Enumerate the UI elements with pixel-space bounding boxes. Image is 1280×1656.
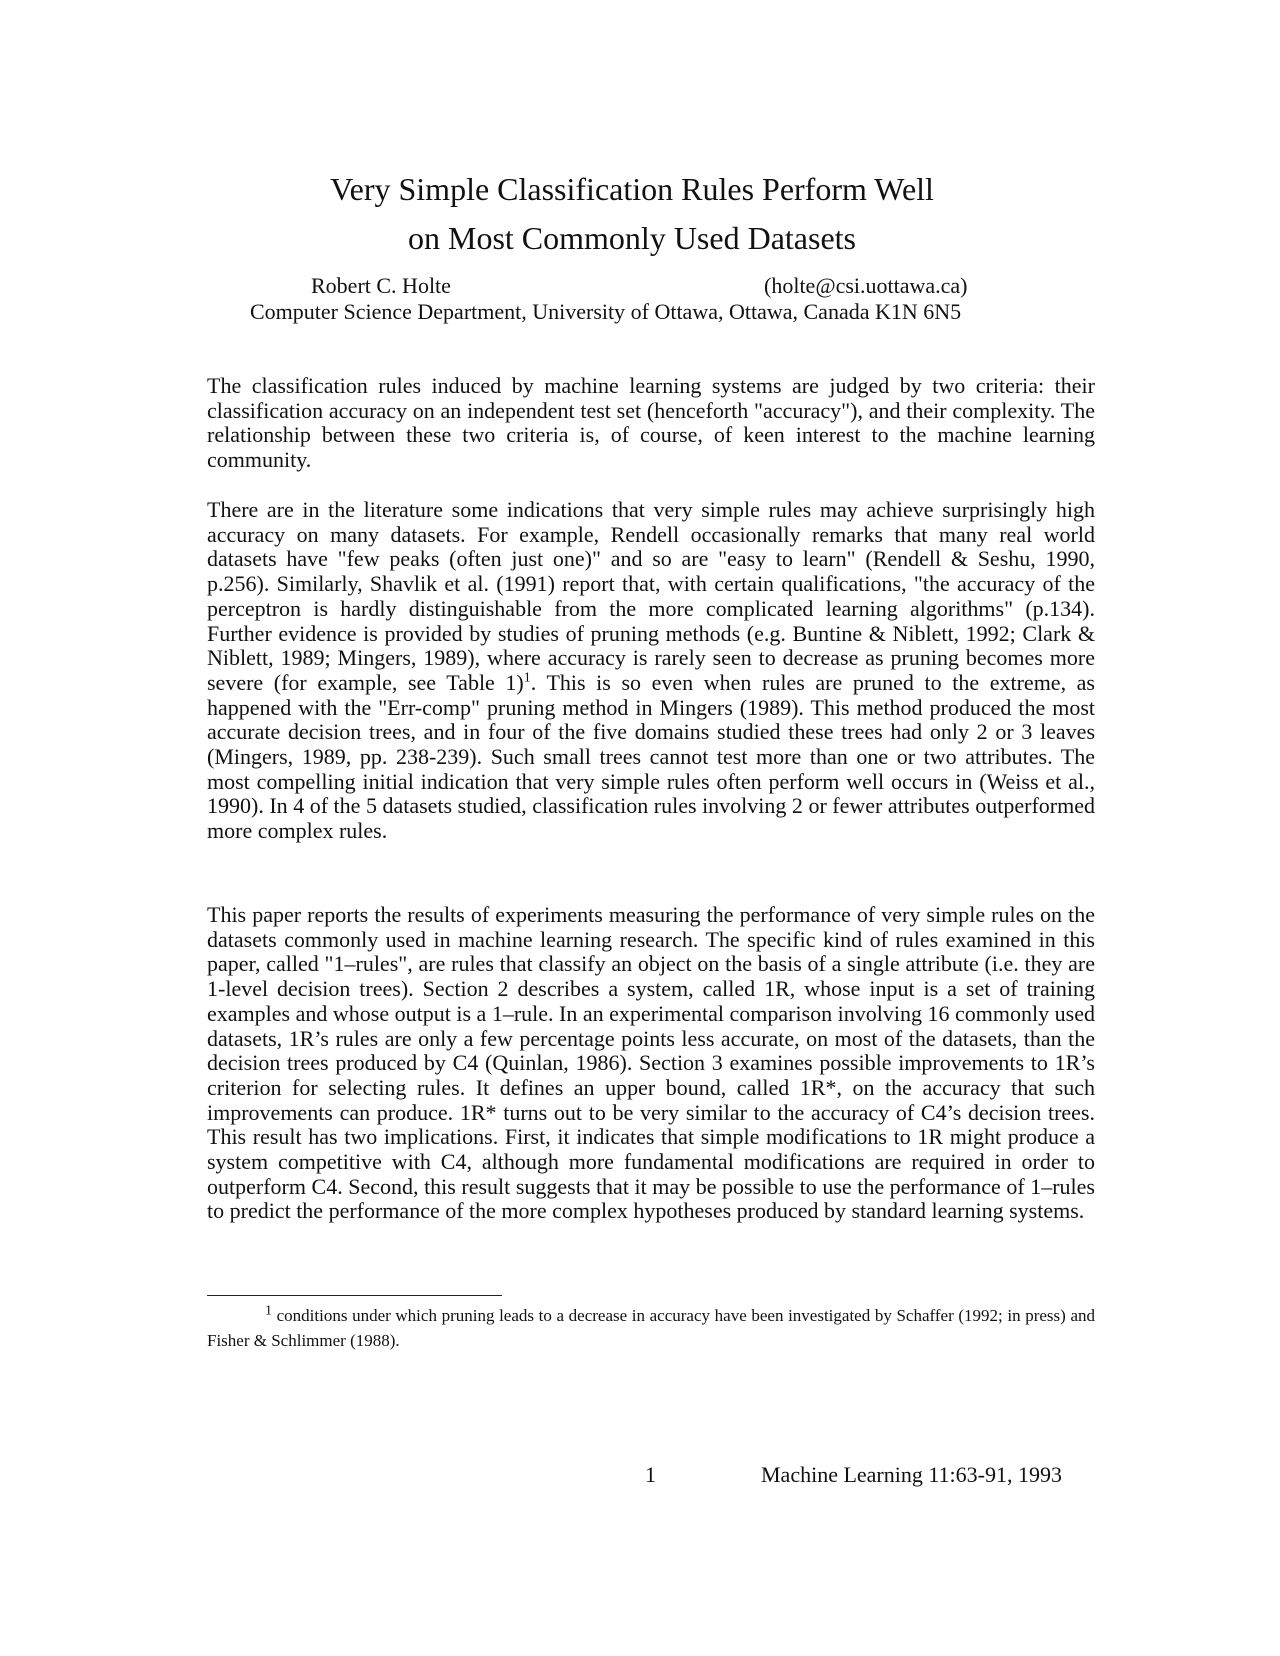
page-number: 1 [645, 1462, 656, 1487]
paragraph-3: This paper reports the results of experiments measuring the performance of very simple rules on the datasets commonly used in machine learning research. The specific kind of rules examined in this paper, called "1–rules", are rules that classify an object on the basis of a single attribute (i.e. they are 1-level decision trees). Section 2 describes a system, called 1R, whose input is a set of training examples and whose output is a 1–rule. In an experimental comparison involving 16 commonly used datasets, 1R’s rules are only a few percentage points less accurate, on most of the datasets, than the decision trees produced by C4 (Quinlan, 1986). Section 3 examines possible improvements to 1R’s criterion for selecting rules. It defines an upper bound, called 1R*, on the accuracy that such improvements can produce. 1R* turns out to be very similar to the accuracy of C4’s decision trees. This result has two implications. First, it indicates that simple modifications to 1R might produce a system competitive with C4, although more fundamental modifications are required in order to outperform C4. Second, this result suggests that it may be possible to use the performance of 1–rules to predict the performance of the more complex hypotheses produced by standard learning systems. [207, 902, 1095, 1224]
paper-title-line-2: on Most Commonly Used Datasets [408, 220, 856, 256]
author-email: (holte@csi.uottawa.ca) [764, 273, 968, 298]
paragraph-2-part-1: There are in the literature some indications that very simple rules may achieve surprisingly high accuracy on many datasets. For example, Rendell occasionally remarks that many real world datasets have "few peaks (often just one)" and so are "easy to learn" (Rendell & Seshu, 1990, p.256). Similarly, Shavlik et al. (1991) report that, with certain qualifications, "the accuracy of the perceptron is hardly distinguishable from the more complicated learning algorithms" (p.134). Further evidence is provided by studies of pruning methods (e.g. Buntine & Niblett, 1992; Clark & Niblett, 1989; Mingers, 1989), where accuracy is rarely seen to decrease as pruning becomes more severe (for example, see Table 1) [207, 497, 1095, 695]
footnote-marker: 1 [523, 670, 531, 686]
footnote-number: 1 [265, 1303, 272, 1319]
journal-reference: Machine Learning 11:63-91, 1993 [761, 1462, 1062, 1487]
footnote-text: conditions under which pruning leads to a decrease in accuracy have been investigated by Schaffer (1992; in press) and Fisher & Schlimmer (1988). [207, 1306, 1095, 1350]
footnote [207, 1304, 1095, 1353]
paragraph-1: The classification rules induced by machine learning systems are judged by two criteria: their classification accuracy on an independent test set (henceforth "accuracy"), and their complexity. The relationship between these two criteria is, of course, of keen interest to the machine learning community. [207, 373, 1095, 473]
paragraph-2 [207, 498, 1095, 844]
paragraph-2-part-2: . This is so even when rules are pruned to the extreme, as happened with the "Err-comp" pruning method in Mingers (1989). This method produced the most accurate decision trees, and in four of the five domains studied these trees had only 2 or 3 leaves (Mingers, 1989, pp. 238-239). Such small trees cannot test more than one or two attributes. The most compelling initial indication that very simple rules often perform well occurs in (Weiss et al., 1990). In 4 of the 5 datasets studied, classification rules involving 2 or fewer attributes outperformed more complex rules. [207, 669, 1095, 844]
author-affiliation: Computer Science Department, University of Ottawa, Ottawa, Canada K1N 6N5 [250, 299, 962, 324]
paper-title-line-1: Very Simple Classification Rules Perform Well [330, 171, 934, 207]
author-name: Robert C. Holte [311, 273, 451, 298]
footnote-divider [207, 1295, 502, 1296]
